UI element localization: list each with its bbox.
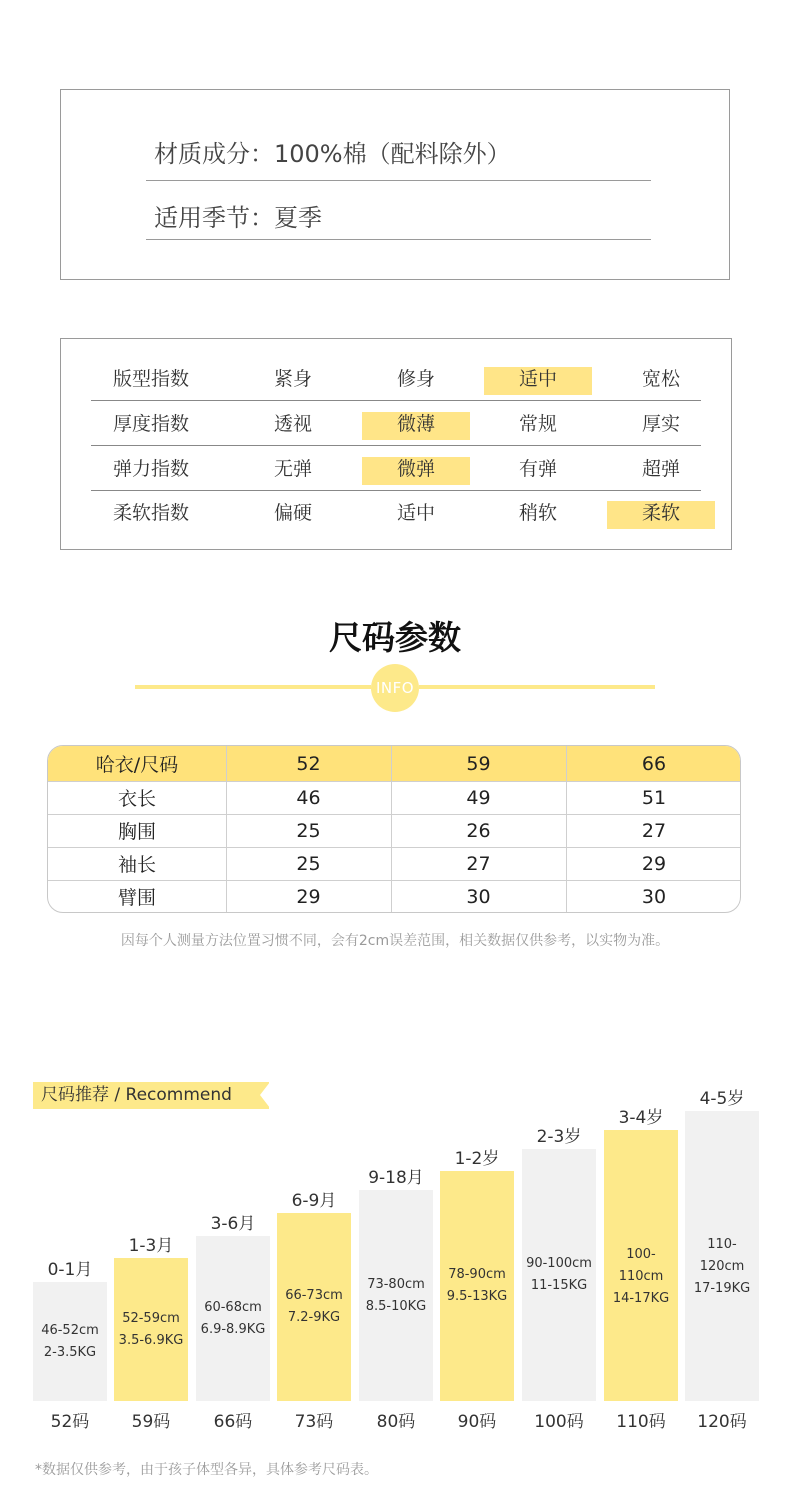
column-divider — [391, 746, 392, 912]
table-cell: 袖长 — [117, 854, 156, 876]
index-option: 稍软 — [518, 502, 557, 524]
recommend-bar-highlight — [440, 1171, 514, 1401]
bar-weight-range: 17-19KG — [693, 1281, 751, 1296]
title-underline-right — [419, 685, 655, 689]
index-option: 适中 — [518, 368, 557, 390]
row-divider — [91, 445, 701, 446]
table-cell: 臂围 — [117, 887, 156, 909]
bar-measurements — [440, 1264, 514, 1308]
table-cell: 27 — [641, 819, 667, 842]
size-table — [47, 745, 741, 913]
bar-measurements — [33, 1320, 107, 1364]
bar-age-label: 4-5岁 — [699, 1089, 745, 1109]
table-cell: 29 — [296, 885, 321, 908]
index-option: 超弹 — [641, 458, 680, 480]
bar-height-range: 60-68cm — [204, 1299, 262, 1315]
bar-measurements — [114, 1308, 188, 1352]
bar-age-label: 3-6月 — [210, 1214, 256, 1234]
bar-age-label: 0-1月 — [47, 1260, 93, 1280]
index-option: 偏硬 — [273, 502, 312, 524]
bar-height-range: 52-59cm — [122, 1310, 180, 1326]
index-option: 无弹 — [273, 458, 312, 480]
bar-height-range: 90-100cm — [526, 1256, 592, 1271]
index-option: 厚实 — [641, 413, 680, 435]
index-option: 微弹 — [396, 458, 435, 480]
recommend-bar — [196, 1236, 270, 1401]
table-cell: 25 — [296, 852, 321, 875]
table-cell: 30 — [466, 885, 491, 908]
header-cell: 66 — [641, 752, 667, 775]
bar-size-label: 90码 — [457, 1412, 497, 1432]
bar-measurements — [685, 1234, 759, 1300]
bar-size-label: 66码 — [213, 1412, 253, 1432]
recommend-bar-highlight — [277, 1213, 351, 1401]
table-cell: 衣长 — [117, 788, 156, 810]
bar-size-label: 80码 — [376, 1412, 416, 1432]
index-option: 紧身 — [273, 368, 312, 390]
recommend-bar — [359, 1190, 433, 1401]
row-divider — [91, 490, 701, 491]
measurement-note: 因每个人测量方法位置习惯不同，会有2cm误差范围，相关数据仅供参考，以实物为准。 — [120, 933, 670, 949]
table-cell: 29 — [641, 852, 667, 875]
bar-weight-range: 6.9-8.9KG — [200, 1321, 266, 1337]
size-table-row — [48, 847, 740, 880]
material-info-box — [60, 89, 730, 280]
index-row — [61, 357, 731, 402]
index-option: 修身 — [396, 368, 435, 390]
index-option: 常规 — [518, 413, 557, 435]
bar-age-label: 1-2岁 — [454, 1149, 500, 1169]
table-cell: 27 — [466, 852, 491, 875]
bar-measurements — [196, 1297, 270, 1341]
size-table-row — [48, 781, 740, 814]
title-underline-left — [135, 685, 371, 689]
row-divider — [48, 847, 740, 848]
recommend-note: *数据仅供参考，由于孩子体型各异，具体参考尺码表。 — [35, 1462, 378, 1478]
divider — [146, 180, 651, 181]
bar-size-label: 100码 — [534, 1412, 584, 1432]
recommend-tag — [33, 1082, 269, 1109]
bar-age-label: 2-3岁 — [536, 1127, 582, 1147]
bar-age-label: 9-18月 — [368, 1168, 424, 1188]
table-cell: 25 — [296, 819, 321, 842]
recommend-bar-highlight — [604, 1130, 678, 1401]
recommend-bar — [33, 1282, 107, 1401]
header-cell: 59 — [466, 752, 491, 775]
divider — [146, 239, 651, 240]
bar-age-label: 1-3月 — [128, 1236, 174, 1256]
bar-height-range: 100-110cm — [618, 1246, 664, 1284]
info-badge: INFO — [371, 664, 419, 712]
bar-size-label: 120码 — [697, 1412, 747, 1432]
size-table-row — [48, 880, 740, 913]
row-divider — [91, 400, 701, 401]
header-cell: 哈衣/尺码 — [95, 754, 179, 776]
index-option: 柔软 — [641, 502, 680, 524]
bar-weight-range: 14-17KG — [612, 1290, 670, 1306]
column-divider — [226, 746, 227, 912]
bar-height-range: 73-80cm — [367, 1276, 425, 1292]
recommend-bar — [522, 1149, 596, 1401]
index-option: 有弹 — [518, 458, 557, 480]
bar-height-range: 110-120cm — [699, 1237, 745, 1274]
table-cell: 49 — [466, 786, 491, 809]
bar-weight-range: 8.5-10KG — [365, 1298, 427, 1314]
index-option: 适中 — [396, 502, 435, 524]
recommend-bar — [685, 1111, 759, 1401]
recommend-bar-highlight — [114, 1258, 188, 1401]
size-params-title: 尺码参数 — [329, 618, 461, 657]
bar-weight-range: 2-3.5KG — [43, 1344, 97, 1360]
index-label: 厚度指数 — [112, 413, 189, 435]
bar-height-range: 46-52cm — [41, 1322, 99, 1338]
table-cell: 51 — [641, 786, 667, 809]
index-label: 柔软指数 — [112, 502, 189, 524]
bar-size-label: 110码 — [616, 1412, 666, 1432]
fabric-index-table — [60, 338, 732, 550]
applicable-season: 适用季节：夏季 — [154, 204, 322, 232]
bar-weight-range: 11-15KG — [530, 1278, 588, 1293]
index-row — [61, 491, 731, 536]
bar-age-label: 3-4岁 — [618, 1108, 664, 1128]
tag-notch — [260, 1082, 270, 1108]
bar-height-range: 78-90cm — [448, 1267, 506, 1282]
table-cell: 26 — [466, 819, 491, 842]
bar-measurements — [522, 1253, 596, 1297]
index-label: 版型指数 — [112, 368, 189, 390]
bar-size-label: 59码 — [131, 1412, 171, 1432]
bar-size-label: 73码 — [294, 1412, 334, 1432]
row-divider — [48, 814, 740, 815]
header-cell: 52 — [296, 752, 321, 775]
bar-age-label: 6-9月 — [291, 1191, 337, 1211]
size-table-header — [48, 746, 740, 781]
index-label: 弹力指数 — [112, 458, 189, 480]
table-cell: 胸围 — [117, 821, 156, 843]
recommend-tag-label: 尺码推荐 / Recommend — [41, 1085, 232, 1105]
table-cell: 46 — [296, 786, 321, 809]
index-row — [61, 447, 731, 492]
table-cell: 30 — [641, 885, 667, 908]
bar-size-label: 52码 — [50, 1412, 90, 1432]
bar-height-range: 66-73cm — [285, 1288, 343, 1303]
bar-weight-range: 7.2-9KG — [287, 1310, 341, 1325]
index-option: 宽松 — [641, 368, 680, 390]
bar-weight-range: 3.5-6.9KG — [118, 1332, 184, 1348]
bar-measurements — [604, 1244, 678, 1310]
index-row — [61, 402, 731, 447]
index-option: 透视 — [273, 413, 312, 435]
bar-measurements — [359, 1274, 433, 1318]
index-option: 微薄 — [396, 413, 435, 435]
size-table-row — [48, 814, 740, 847]
bar-measurements — [277, 1285, 351, 1329]
row-divider — [48, 781, 740, 782]
material-composition: 材质成分：100%棉（配料除外） — [154, 140, 511, 168]
bar-weight-range: 9.5-13KG — [446, 1289, 508, 1304]
column-divider — [566, 746, 567, 912]
row-divider — [48, 880, 740, 881]
